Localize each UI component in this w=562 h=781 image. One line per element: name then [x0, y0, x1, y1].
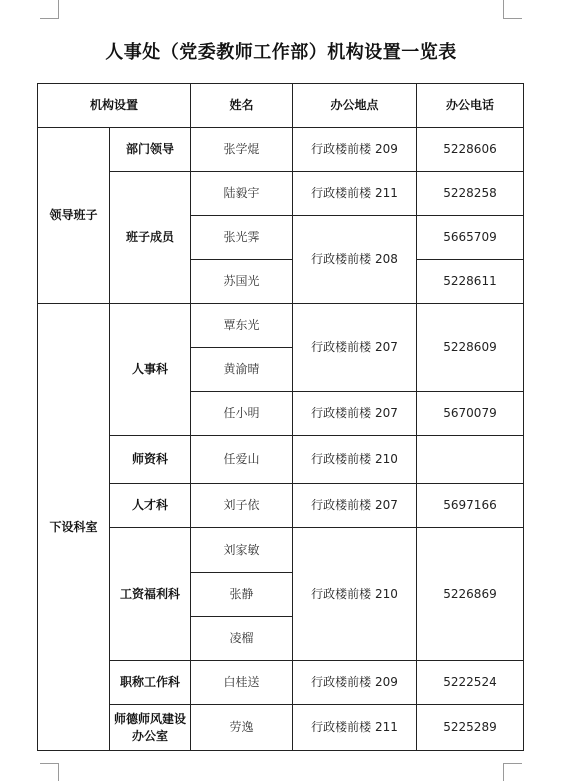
staff-name: 陆毅宇: [191, 172, 293, 216]
staff-name: 张光霁: [191, 216, 293, 260]
table-row: [38, 304, 524, 348]
office-location: 行政楼前楼 209: [293, 128, 417, 172]
staff-name: 苏国光: [191, 260, 293, 304]
office-phone: 5665709: [417, 216, 524, 260]
staff-name: 任爱山: [191, 436, 293, 484]
staff-name: 张静: [191, 573, 293, 617]
unit-members: 班子成员: [110, 172, 191, 304]
office-location: 行政楼前楼 211: [293, 172, 417, 216]
crop-mark-top-right-h: [503, 18, 522, 19]
office-phone: 5225289: [417, 705, 524, 751]
office-location: 行政楼前楼 211: [293, 705, 417, 751]
unit-talent: 人才科: [110, 484, 191, 528]
table-row: [38, 172, 524, 216]
header-org: 机构设置: [38, 84, 191, 128]
staff-name: 刘子依: [191, 484, 293, 528]
unit-ethics-office: 师德师风建设办公室: [110, 705, 191, 751]
header-phone: 办公电话: [417, 84, 524, 128]
table-row: [38, 436, 524, 484]
staff-name: 刘家敏: [191, 528, 293, 573]
unit-title-office: 职称工作科: [110, 661, 191, 705]
staff-name: 劳逸: [191, 705, 293, 751]
header-row: [38, 84, 524, 128]
office-phone: 5228609: [417, 304, 524, 392]
document-title: 人事处（党委教师工作部）机构设置一览表: [105, 42, 457, 63]
crop-mark-top-left-h: [40, 18, 59, 19]
crop-mark-bottom-right-v: [503, 763, 504, 781]
office-location: 行政楼前楼 210: [293, 528, 417, 661]
header-name: 姓名: [191, 84, 293, 128]
office-phone: 5228611: [417, 260, 524, 304]
staff-name: 白桂送: [191, 661, 293, 705]
office-phone: 5226869: [417, 528, 524, 661]
crop-mark-bottom-left-h: [40, 763, 59, 764]
office-phone: [417, 436, 524, 484]
office-location: 行政楼前楼 210: [293, 436, 417, 484]
office-location: 行政楼前楼 207: [293, 304, 417, 392]
office-location: 行政楼前楼 207: [293, 484, 417, 528]
header-location: 办公地点: [293, 84, 417, 128]
org-table: [37, 83, 524, 751]
unit-salary: 工资福利科: [110, 528, 191, 661]
office-phone: 5228606: [417, 128, 524, 172]
group-leadership: 领导班子: [38, 128, 110, 304]
table-row: [38, 661, 524, 705]
unit-personnel: 人事科: [110, 304, 191, 436]
table-row: [38, 528, 524, 573]
staff-name: 覃东光: [191, 304, 293, 348]
staff-name: 张学焜: [191, 128, 293, 172]
office-location: 行政楼前楼 208: [293, 216, 417, 304]
table-row: [38, 484, 524, 528]
office-phone: 5222524: [417, 661, 524, 705]
staff-name: 任小明: [191, 392, 293, 436]
unit-faculty: 师资科: [110, 436, 191, 484]
crop-mark-top-left-v: [58, 0, 59, 18]
office-phone: 5670079: [417, 392, 524, 436]
office-location: 行政楼前楼 207: [293, 392, 417, 436]
staff-name: 黄渝晴: [191, 348, 293, 392]
crop-mark-bottom-right-h: [503, 763, 522, 764]
group-offices: 下设科室: [38, 304, 110, 751]
crop-mark-bottom-left-v: [58, 763, 59, 781]
staff-name: 凌榴: [191, 617, 293, 661]
crop-mark-top-right-v: [503, 0, 504, 18]
unit-dept-leader: 部门领导: [110, 128, 191, 172]
table-row: [38, 705, 524, 751]
office-phone: 5697166: [417, 484, 524, 528]
table-row: [38, 128, 524, 172]
office-phone: 5228258: [417, 172, 524, 216]
office-location: 行政楼前楼 209: [293, 661, 417, 705]
